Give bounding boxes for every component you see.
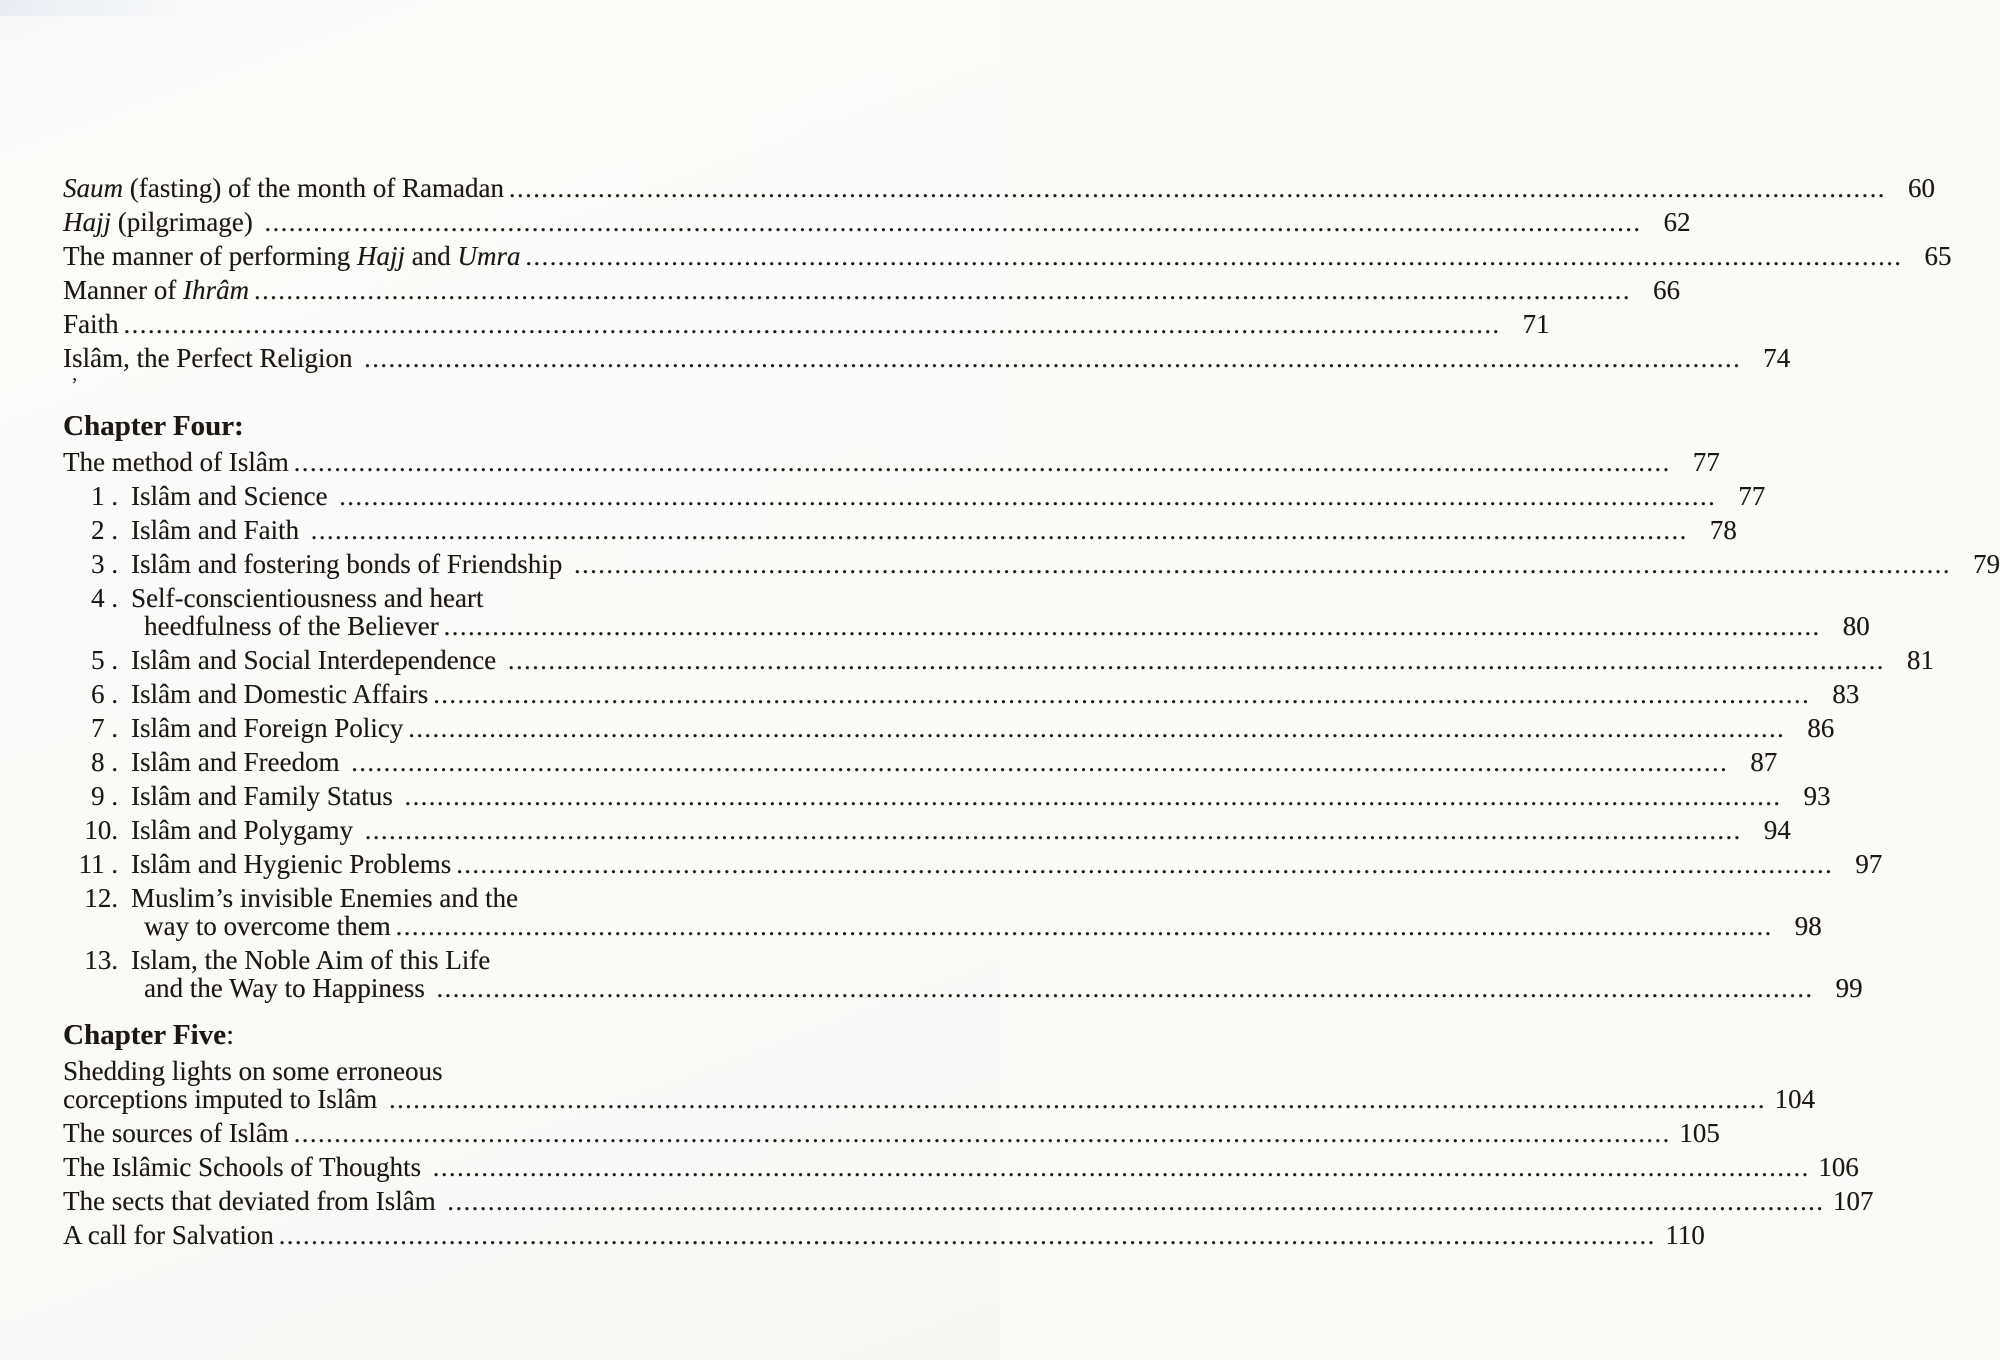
entry-line xyxy=(63,1152,1859,1182)
entry-title xyxy=(131,646,503,674)
title-segment: A call for Salvation xyxy=(63,1220,274,1250)
entry-title xyxy=(131,680,428,708)
entry-title xyxy=(63,310,119,338)
title-segment: Islâm and Freedom xyxy=(131,747,347,777)
page-number: 77 xyxy=(1692,447,1720,477)
title-segment: Islam, the Noble Aim of this Life xyxy=(131,945,491,975)
page-number: 106 xyxy=(1818,1152,1859,1182)
entry-line xyxy=(63,611,1870,641)
dot-leader: .......................................................................................................................................................................... xyxy=(339,482,1717,511)
title-segment: Muslim’s invisible Enemies and the xyxy=(131,883,518,913)
entry-number: 13. xyxy=(84,945,118,975)
dot-leader: .......................................................................................................................................................................... xyxy=(293,1119,1671,1148)
entry-title xyxy=(144,974,432,1002)
page-number: 93 xyxy=(1803,781,1831,811)
page-number: 62 xyxy=(1663,207,1691,237)
entry-title xyxy=(131,714,403,742)
page-number: 78 xyxy=(1709,515,1737,545)
page-number: 60 xyxy=(1907,173,1935,203)
title-segment: Islâm and Domestic Affairs xyxy=(131,679,429,709)
toc-entry xyxy=(63,1118,1720,1148)
toc-entry xyxy=(63,481,1766,511)
toc-entry xyxy=(63,883,1822,941)
toc-entry xyxy=(63,1186,1874,1216)
entry-line xyxy=(63,343,1791,373)
entry-number: 10. xyxy=(84,815,118,845)
toc-entry xyxy=(63,515,1737,545)
title-segment: The manner of performing xyxy=(63,241,357,271)
entry-line xyxy=(63,447,1720,477)
title-segment: Saum xyxy=(63,173,123,203)
dot-leader: .......................................................................................................................................................................... xyxy=(364,344,1742,373)
dot-leader: .......................................................................................................................................................................... xyxy=(364,816,1742,845)
page-number: 83 xyxy=(1832,679,1860,709)
dot-leader: .......................................................................................................................................................................... xyxy=(123,310,1501,339)
page-number: 74 xyxy=(1763,343,1791,373)
entry-line xyxy=(63,973,1863,1003)
dot-leader: .......................................................................................................................................................................... xyxy=(508,174,1886,203)
entry-line xyxy=(63,275,1680,305)
title-segment: Umra xyxy=(457,241,521,271)
entry-title xyxy=(131,884,518,912)
title-segment: Faith xyxy=(63,309,119,339)
title-segment: Islâm and fostering bonds of Friendship xyxy=(131,549,569,579)
title-segment: : xyxy=(225,1019,235,1051)
title-segment: Islâm, the Perfect Religion xyxy=(63,343,360,373)
entry-line xyxy=(63,1084,1815,1114)
toc-entry xyxy=(63,1152,1859,1182)
entry-number: 5 . xyxy=(91,645,118,675)
dot-leader: .......................................................................................................................................................................... xyxy=(432,1153,1810,1182)
title-segment: Shedding lights on some erroneous xyxy=(63,1056,443,1086)
toc-entry xyxy=(63,1056,1815,1114)
toc-entry xyxy=(63,583,1870,641)
entry-line xyxy=(63,481,1766,511)
dot-leader: .......................................................................................................................................................................... xyxy=(443,612,1821,641)
chapter-heading xyxy=(63,410,882,442)
dot-leader: .......................................................................................................................................................................... xyxy=(447,1187,1825,1216)
entry-title xyxy=(63,1221,274,1249)
toc-entry xyxy=(63,849,1883,879)
toc-entry xyxy=(63,447,1720,477)
entry-title xyxy=(63,1057,442,1085)
page-number: 77 xyxy=(1738,481,1766,511)
entry-line xyxy=(63,747,1778,777)
dot-leader: .......................................................................................................................................................................... xyxy=(507,646,1885,675)
scan-smudge xyxy=(0,0,180,16)
entry-title xyxy=(63,1085,384,1113)
toc-entry xyxy=(63,747,1778,777)
entry-number: 12. xyxy=(84,883,118,913)
entry-title xyxy=(131,748,346,776)
entry-title xyxy=(63,242,520,270)
toc-entry xyxy=(63,173,1935,203)
title-segment: Chapter Five xyxy=(63,1019,226,1051)
page-number: 71 xyxy=(1522,309,1550,339)
toc-entry xyxy=(63,343,1791,373)
entry-title xyxy=(131,584,483,612)
entry-title xyxy=(63,1187,442,1215)
toc-rows xyxy=(63,173,2000,1250)
entry-number: 7 . xyxy=(91,713,118,743)
chapter-heading xyxy=(63,1019,882,1051)
dot-leader: .......................................................................................................................................................................... xyxy=(278,1221,1656,1250)
title-segment: and the Way to Happiness xyxy=(144,973,432,1003)
page-number: 97 xyxy=(1855,849,1883,879)
entry-title xyxy=(131,550,569,578)
page-number: 110 xyxy=(1665,1220,1705,1250)
entry-number: 3 . xyxy=(91,549,118,579)
page-number: 81 xyxy=(1906,645,1934,675)
entry-line xyxy=(63,713,1835,743)
dot-leader: .......................................................................................................................................................................... xyxy=(253,276,1631,305)
page-number: 80 xyxy=(1842,611,1870,641)
dot-leader: .......................................................................................................................................................................... xyxy=(395,912,1773,941)
dot-leader: .......................................................................................................................................................................... xyxy=(264,208,1642,237)
entry-line xyxy=(63,1186,1874,1216)
entry-line xyxy=(63,946,882,974)
dot-leader: .......................................................................................................................................................................... xyxy=(310,516,1688,545)
title-segment: Islâm and Social Interdependence xyxy=(131,645,503,675)
entry-line xyxy=(63,207,1691,237)
title-segment: Islâm and Science xyxy=(131,481,335,511)
page-number: 107 xyxy=(1832,1186,1874,1216)
entry-number: 2 . xyxy=(91,515,118,545)
entry-title xyxy=(63,1153,428,1181)
entry-title xyxy=(144,612,439,640)
page-number: 104 xyxy=(1774,1084,1815,1114)
title-segment: way to overcome them xyxy=(144,911,391,941)
entry-line xyxy=(63,645,1934,675)
toc-entry xyxy=(63,815,1791,845)
toc-entry xyxy=(63,207,1691,237)
title-segment: (pilgrimage) xyxy=(111,207,260,237)
entry-number: 6 . xyxy=(91,679,118,709)
page-number: 66 xyxy=(1652,275,1680,305)
dot-leader: .......................................................................................................................................................................... xyxy=(525,242,1903,271)
title-segment: (fasting) of the month of Ramadan xyxy=(123,173,504,203)
entry-line xyxy=(63,1220,1705,1250)
title-segment: The Islâmic Schools of Thoughts xyxy=(63,1152,428,1182)
page-number: 87 xyxy=(1750,747,1778,777)
toc-entry xyxy=(63,241,1952,271)
entry-title xyxy=(63,448,289,476)
page-number: 105 xyxy=(1679,1118,1720,1148)
title-segment: The sources of Islâm xyxy=(63,1118,289,1148)
entry-title xyxy=(131,816,360,844)
entry-title xyxy=(131,850,451,878)
title-segment: The sects that deviated from Islâm xyxy=(63,1186,443,1216)
title-segment: Islâm and Faith xyxy=(131,515,306,545)
dot-leader: .......................................................................................................................................................................... xyxy=(351,748,1729,777)
toc-entry xyxy=(63,679,1860,709)
entry-line xyxy=(63,781,1831,811)
page-number: 86 xyxy=(1807,713,1835,743)
title-segment: and xyxy=(404,241,458,271)
title-segment: Islâm and Polygamy xyxy=(131,815,360,845)
stray-mark: ’ xyxy=(71,373,78,397)
title-segment: heedfulness of the Believer xyxy=(144,611,439,641)
entry-title xyxy=(63,208,259,236)
entry-title xyxy=(131,516,306,544)
entry-title xyxy=(63,344,359,372)
toc-entry xyxy=(63,945,1863,1003)
title-segment: Chapter Four: xyxy=(63,410,244,442)
title-segment: Hajj xyxy=(63,207,112,237)
entry-number: 4 . xyxy=(91,583,118,613)
dot-leader: .......................................................................................................................................................................... xyxy=(456,850,1834,879)
title-segment: Ihrâm xyxy=(182,275,249,305)
entry-line xyxy=(63,241,1952,271)
page-number: 79 xyxy=(1972,549,2000,579)
entry-number: 11 . xyxy=(78,849,118,879)
title-segment: Hajj xyxy=(356,241,405,271)
entry-line xyxy=(63,1057,882,1085)
title-segment: Manner of xyxy=(63,275,183,305)
entry-line xyxy=(63,884,882,912)
entry-line xyxy=(63,1118,1720,1148)
entry-title xyxy=(63,1119,289,1147)
title-segment: The method of Islâm xyxy=(63,447,289,477)
entry-title xyxy=(131,946,490,974)
entry-title xyxy=(131,482,334,510)
page-number: 99 xyxy=(1835,973,1863,1003)
entry-line xyxy=(63,815,1791,845)
toc-entry xyxy=(63,781,1831,811)
toc-entry xyxy=(63,275,1680,305)
dot-leader: .......................................................................................................................................................................... xyxy=(293,448,1671,477)
title-segment: Islâm and Foreign Policy xyxy=(131,713,404,743)
dot-leader: .......................................................................................................................................................................... xyxy=(573,550,1951,579)
entry-title xyxy=(131,782,399,810)
entry-title xyxy=(63,174,504,202)
entry-line xyxy=(63,849,1883,879)
entry-title xyxy=(63,276,249,304)
entry-line xyxy=(63,173,1935,203)
page-number: 94 xyxy=(1763,815,1791,845)
dot-leader: .......................................................................................................................................................................... xyxy=(408,714,1786,743)
title-segment: Self-conscientiousness and heart xyxy=(131,583,484,613)
title-segment: Islâm and Hygienic Problems xyxy=(131,849,452,879)
entry-line xyxy=(63,309,1550,339)
page-number: 98 xyxy=(1794,911,1822,941)
dot-leader: .......................................................................................................................................................................... xyxy=(433,680,1811,709)
entry-number: 8 . xyxy=(91,747,118,777)
entry-line xyxy=(63,549,2000,579)
toc-entry xyxy=(63,1220,1705,1250)
entry-number: 1 . xyxy=(91,481,118,511)
toc-entry xyxy=(63,645,1934,675)
entry-number: 9 . xyxy=(91,781,118,811)
toc-entry xyxy=(63,309,1550,339)
page-number: 65 xyxy=(1924,241,1952,271)
entry-line xyxy=(63,515,1737,545)
entry-line xyxy=(63,584,882,612)
title-segment: Islâm and Family Status xyxy=(131,781,400,811)
title-segment: corceptions imputed to Islâm xyxy=(63,1084,384,1114)
entry-line xyxy=(63,911,1822,941)
toc-entry xyxy=(63,713,1835,743)
dot-leader: .......................................................................................................................................................................... xyxy=(388,1085,1766,1114)
entry-title xyxy=(144,912,391,940)
entry-line xyxy=(63,679,1860,709)
dot-leader: .......................................................................................................................................................................... xyxy=(436,974,1814,1003)
toc-entry xyxy=(63,549,2000,579)
dot-leader: .......................................................................................................................................................................... xyxy=(404,782,1782,811)
